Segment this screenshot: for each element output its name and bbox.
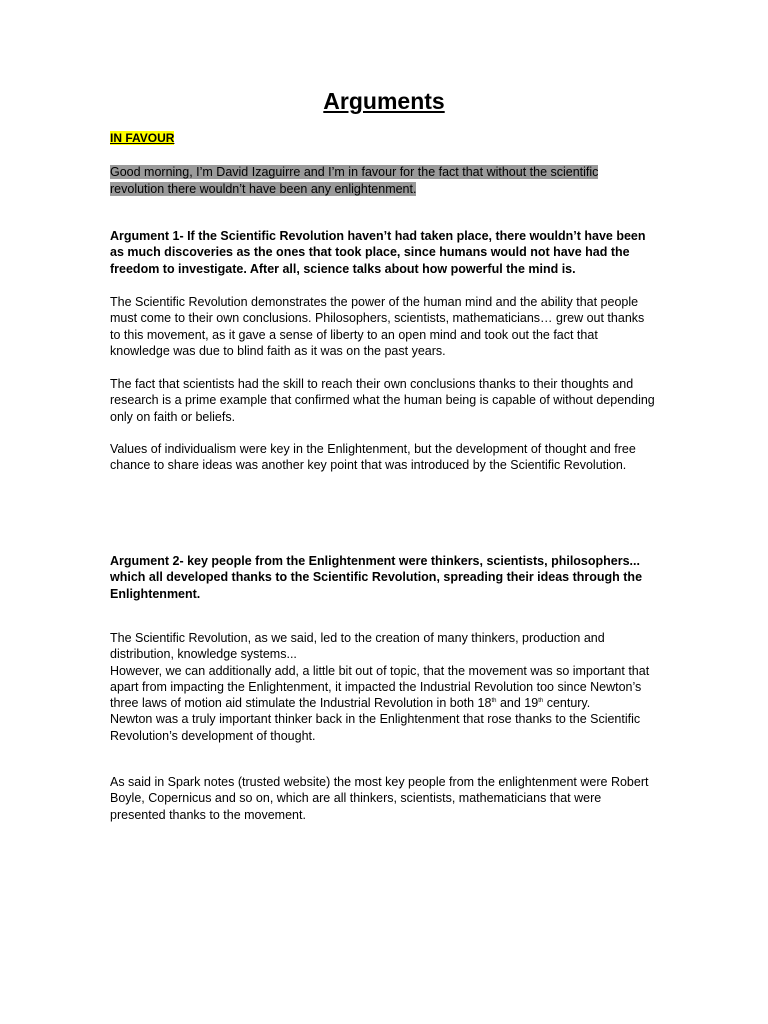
argument-2-paragraph-2: As said in Spark notes (trusted website) the most key people from the enlightenment were Robert Boyle, Copernicus and so on, which are all thinkers, scientists, mathematicians that were presented thanks to the movement. xyxy=(110,775,649,822)
superscript-th-2: th xyxy=(538,698,544,705)
argument-1-paragraph-1: The Scientific Revolution demonstrates the power of the human mind and the ability that people must come to their own conclusions. Philosophers, scientists, mathematicians… grew out thanks to this movement, as it gave a sense of liberty to an open mind and took out the fact that knowledge was due to blind faith as it was on the past years. xyxy=(110,295,645,358)
arg2-line-3: Newton was a truly important thinker back in the Enlightenment that rose thanks to the Scientific Revolution’s development of thought. xyxy=(110,712,641,743)
intro-text: Good morning, I’m David Izaguirre and I’m in favour for the fact that without the scientific revolution there wouldn’t have been any enlightenment. xyxy=(110,165,599,196)
argument-2-heading: Argument 2- key people from the Enlightenment were thinkers, scientists, philosophers... which all developed thanks to the Scientific Revolution, spreading their ideas through the Enlightenment. xyxy=(110,554,643,601)
argument-1-paragraph-2: The fact that scientists had the skill to reach their own conclusions thanks to their thoughts and research is a prime example that confirmed what the human being is capable of without depending only on faith or beliefs. xyxy=(110,377,655,424)
arg2-line-1: The Scientific Revolution, as we said, led to the creation of many thinkers, production and distribution, knowledge systems... xyxy=(110,631,605,662)
arg2-line-2-pre: However, we can additionally add, a little bit out of topic, that the movement was so important that apart from impacting the Enlightenment, it impacted the Industrial Revolution too since Newton’s three laws of motion aid stimulate the Industrial Revolution in both 18 xyxy=(110,663,650,711)
section-label xyxy=(110,131,174,145)
argument-1-paragraph-3: Values of individualism were key in the Enlightenment, but the development of thought and free chance to share ideas was another key point that was introduced by the Scientific Revolution. xyxy=(110,442,636,473)
section-label-text: IN FAVOUR xyxy=(110,131,175,145)
arg2-line-2-post: century. xyxy=(543,696,591,711)
argument-1-heading: Argument 1- If the Scientific Revolution haven’t had taken place, there wouldn’t have been as much discoveries as the ones that took place, since humans would not have had the freedom to investigate. After all, science talks about how powerful the mind is. xyxy=(110,229,646,276)
superscript-th-1: th xyxy=(491,698,497,705)
intro-paragraph xyxy=(110,164,650,197)
page-title: Arguments xyxy=(323,88,445,114)
argument-2-paragraph-1 xyxy=(110,630,658,744)
arg2-line-2-mid: and 19 xyxy=(499,696,539,711)
